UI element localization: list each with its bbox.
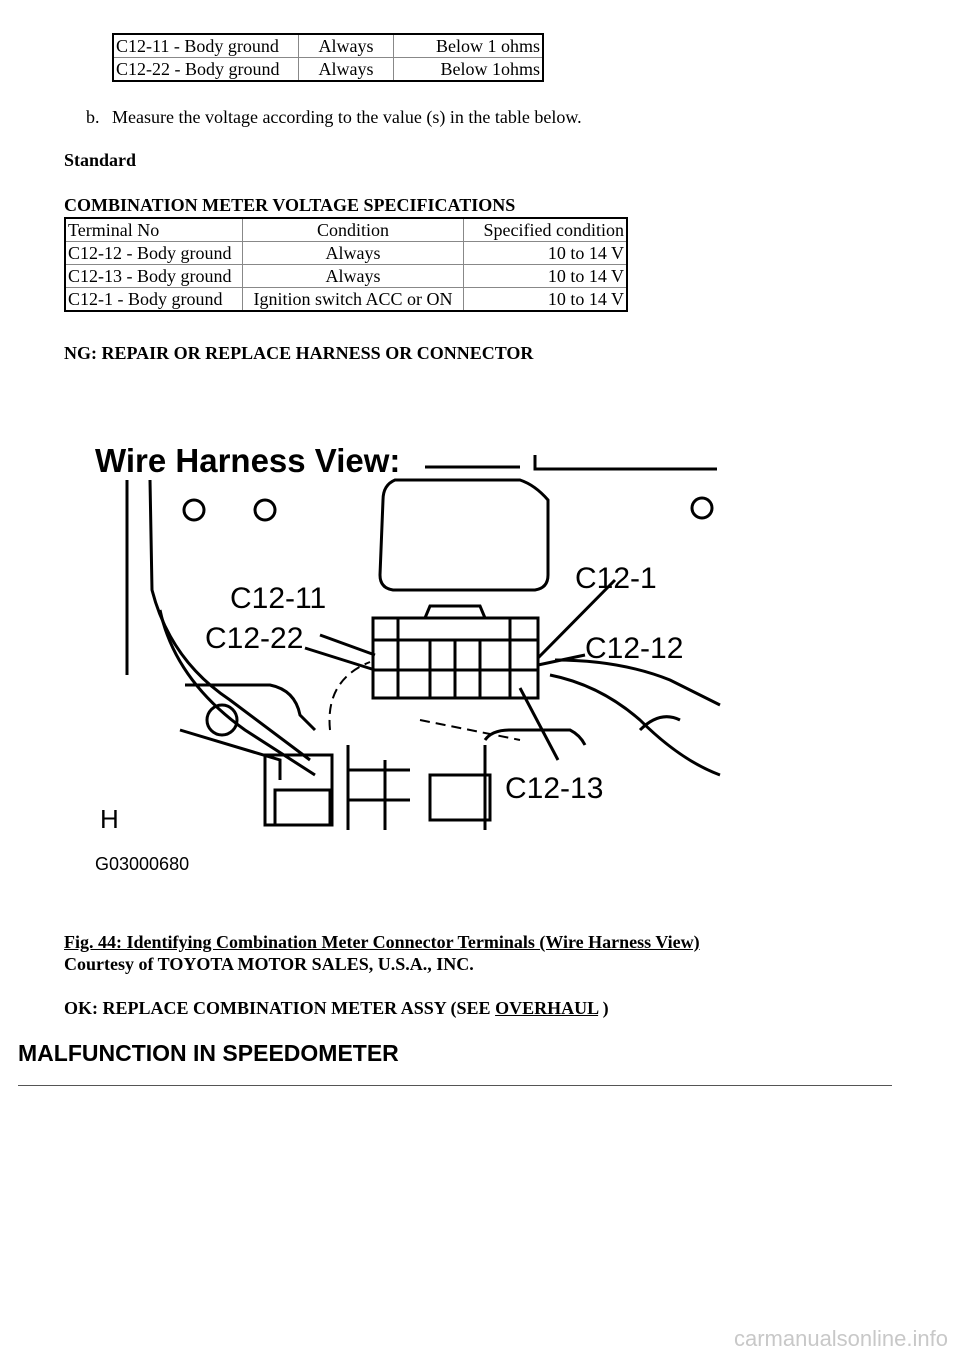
standard-label: Standard <box>64 150 137 170</box>
section-divider <box>18 1085 892 1086</box>
table-cell: Below 1ohms <box>394 58 544 82</box>
step-text: Measure the voltage according to the value (s) in the table below. <box>112 107 582 127</box>
table-row <box>65 242 627 265</box>
wire-harness-figure <box>80 430 740 880</box>
ok-instruction <box>64 998 609 1019</box>
voltage-table <box>64 217 628 312</box>
figure-code: G03000680 <box>95 854 190 874</box>
overhaul-link[interactable]: OVERHAUL <box>495 998 599 1018</box>
figure-heading: Wire Harness View: <box>95 442 401 479</box>
column-header: Terminal No <box>65 218 243 242</box>
label-c12-13: C12-13 <box>505 772 604 805</box>
table-row <box>65 288 627 312</box>
label-c12-22: C12-22 <box>205 622 304 655</box>
table-row <box>113 34 543 58</box>
watermark: carmanualsonline.info <box>733 1326 948 1351</box>
table-cell: Always <box>243 242 464 265</box>
table-row <box>65 265 627 288</box>
ok-suffix: ) <box>598 998 609 1018</box>
table-cell: 10 to 14 V <box>464 265 628 288</box>
label-c12-1: C12-1 <box>575 562 657 595</box>
table-cell: 10 to 14 V <box>464 288 628 312</box>
column-header: Condition <box>243 218 464 242</box>
voltage-table-title: COMBINATION METER VOLTAGE SPECIFICATIONS <box>64 195 516 215</box>
table-cell: Always <box>243 265 464 288</box>
table-cell: 10 to 14 V <box>464 242 628 265</box>
table-row <box>113 58 543 82</box>
figure-courtesy: Courtesy of TOYOTA MOTOR SALES, U.S.A., INC. <box>64 954 474 974</box>
table-cell: Below 1 ohms <box>394 34 544 58</box>
column-header: Specified condition <box>464 218 628 242</box>
table-header-row <box>65 218 627 242</box>
step-b <box>86 107 582 128</box>
table-cell: C12-22 - Body ground <box>113 58 299 82</box>
table-cell: C12-12 - Body ground <box>65 242 243 265</box>
ng-instruction: NG: REPAIR OR REPLACE HARNESS OR CONNECTOR <box>64 343 534 363</box>
ok-prefix: OK: REPLACE COMBINATION METER ASSY (SEE <box>64 998 496 1018</box>
table-cell: C12-1 - Body ground <box>65 288 243 312</box>
table-cell: Ignition switch ACC or ON <box>243 288 464 312</box>
step-marker: b. <box>86 107 100 127</box>
label-h: H <box>100 804 119 834</box>
table-cell: Always <box>299 58 394 82</box>
resistance-table <box>112 33 544 82</box>
table-cell: C12-11 - Body ground <box>113 34 299 58</box>
table-cell: Always <box>299 34 394 58</box>
label-c12-12: C12-12 <box>585 632 684 665</box>
section-heading: MALFUNCTION IN SPEEDOMETER <box>18 1040 399 1066</box>
figure-caption: Fig. 44: Identifying Combination Meter Connector Terminals (Wire Harness View) <box>64 932 700 952</box>
table-cell: C12-13 - Body ground <box>65 265 243 288</box>
label-c12-11: C12-11 <box>230 582 327 615</box>
